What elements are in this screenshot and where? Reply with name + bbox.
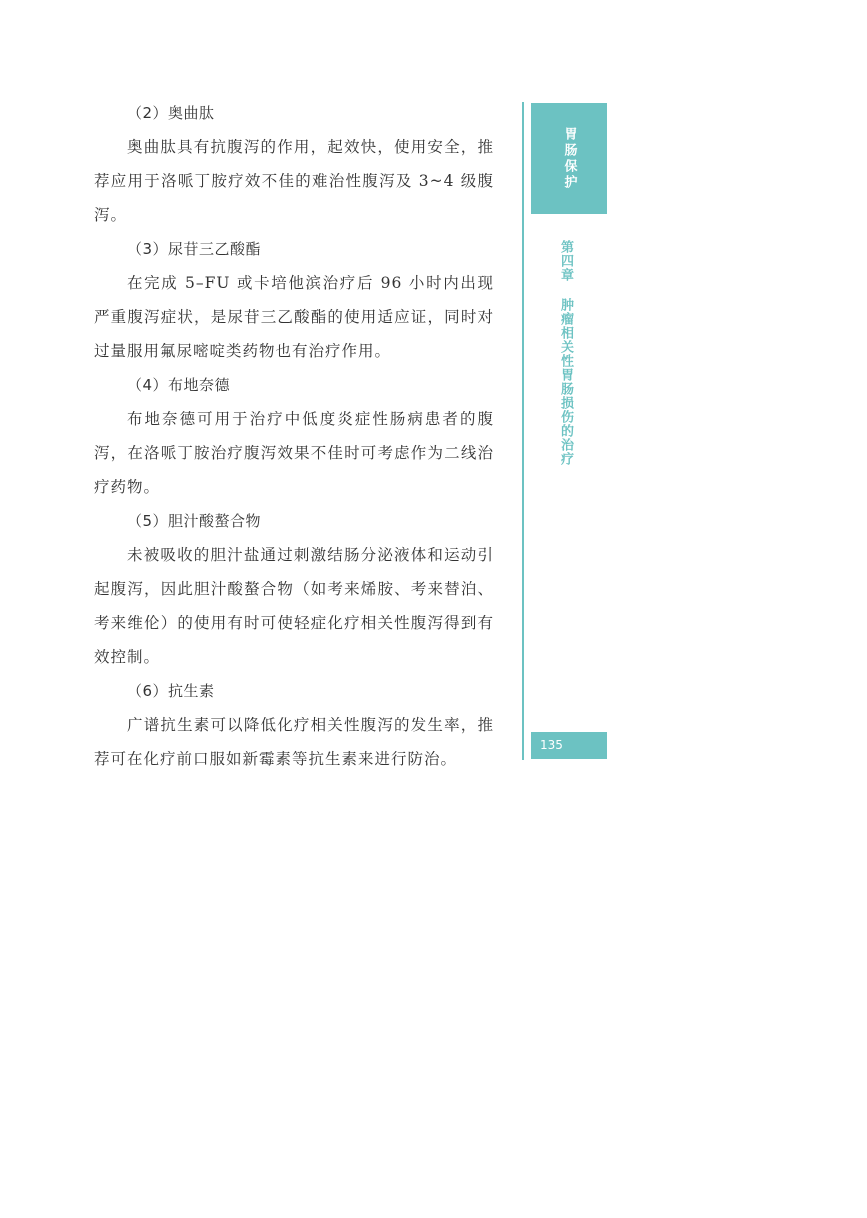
side-tab (531, 103, 607, 214)
chapter-label: 第四章 (558, 240, 573, 282)
section-heading-budesonide: （4）布地奈德 (127, 376, 231, 394)
section-text-octreotide: 奥曲肽具有抗腹泻的作用，起效快，使用安全，推荐应用于洛哌丁胺疗效不佳的难治性腹泻及 3~4 级腹泻。 (94, 138, 494, 224)
chapter-title: 肿瘤相关性胃肠损伤的治疗 (558, 298, 573, 466)
margin-divider (522, 102, 524, 760)
page-number: 135 (531, 732, 607, 759)
section-heading-bile-acid-sequestrants: （5）胆汁酸螯合物 (127, 512, 262, 530)
side-tab-label: 胃肠保护 (561, 126, 577, 191)
chapter-running-head (553, 240, 573, 480)
section-text-uridine-triacetate: 在完成 5–FU 或卡培他滨治疗后 96 小时内出现严重腹泻症状，是尿苷三乙酸酯的使用适应证，同时对过量服用氟尿嘧啶类药物也有治疗作用。 (94, 274, 494, 360)
section-text-antibiotics: 广谱抗生素可以降低化疗相关性腹泻的发生率，推荐可在化疗前口服如新霉素等抗生素来进行防治。 (94, 716, 494, 768)
section-heading-octreotide: （2）奥曲肽 (127, 104, 215, 122)
main-content (94, 96, 494, 776)
section-text-budesonide: 布地奈德可用于治疗中低度炎症性肠病患者的腹泻，在洛哌丁胺治疗腹泻效果不佳时可考虑作为二线治疗药物。 (94, 410, 494, 496)
section-heading-uridine-triacetate: （3）尿苷三乙酸酯 (127, 240, 262, 258)
section-text-bile-acid-sequestrants: 未被吸收的胆汁盐通过刺激结肠分泌液体和运动引起腹泻，因此胆汁酸螯合物（如考来烯胺、考来替泊、考来维伦）的使用有时可使轻症化疗相关性腹泻得到有效控制。 (94, 546, 494, 666)
section-heading-antibiotics: （6）抗生素 (127, 682, 215, 700)
